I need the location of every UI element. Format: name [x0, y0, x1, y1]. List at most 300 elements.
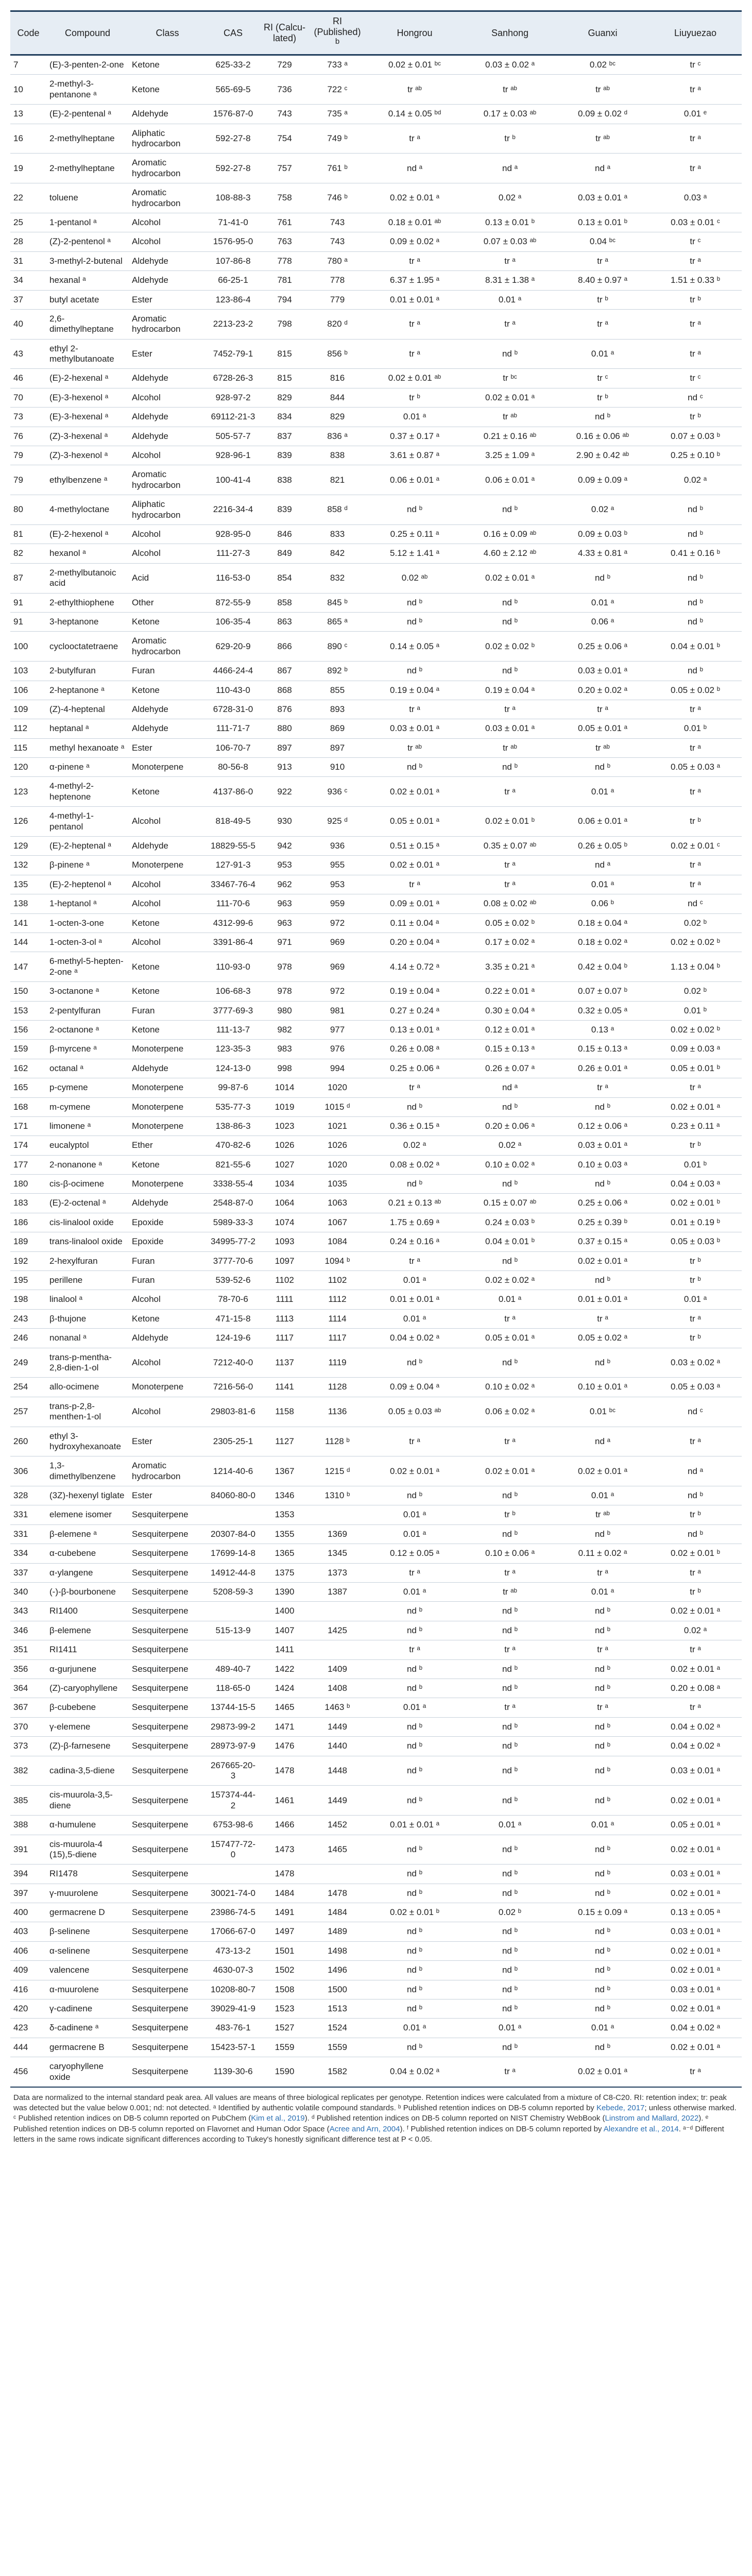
table-row [10, 408, 742, 427]
cell-ri-published: 733 ᵃ [309, 55, 366, 75]
cell-ri-published: 1425 [309, 1621, 366, 1640]
cell-code: 356 [10, 1659, 46, 1679]
footnote-text-3: ). ᵈ Published retention indices on DB-5 column reported on NIST Chemistry WebBook ( [304, 2114, 605, 2123]
table-row [10, 758, 742, 777]
table-row [10, 495, 742, 525]
cell-guanxi: nd ᵇ [556, 1097, 649, 1116]
cell-ri-published: 1035 [309, 1175, 366, 1194]
footnote-link-linstrom[interactable]: Linstrom and Mallard, 2022 [605, 2114, 699, 2123]
cell-compound: β-pinene ᵃ [46, 856, 129, 875]
cell-liuyuezao: 0.01 ᵃ [649, 1290, 742, 1309]
cell-ri-calculated: 849 [260, 544, 309, 563]
cell-compound: (E)-2-octenal ᵃ [46, 1194, 129, 1213]
cell-hongrou: nd ᵇ [366, 1922, 464, 1941]
cell-sanhong: nd ᵇ [464, 339, 556, 369]
cell-compound: germacrene D [46, 1903, 129, 1922]
table-row [10, 388, 742, 407]
cell-hongrou: 0.01 ᵃ [366, 1505, 464, 1524]
table-row [10, 1621, 742, 1640]
cell-ri-calculated: 798 [260, 309, 309, 339]
table-row [10, 1348, 742, 1378]
cell-class: Alcohol [129, 894, 206, 913]
cell-liuyuezao: tr ᵃ [649, 1563, 742, 1582]
cell-compound: (Z)-3-hexenal ᵃ [46, 427, 129, 446]
cell-hongrou: nd ᵇ [366, 1786, 464, 1816]
cell-ri-published: 1119 [309, 1348, 366, 1378]
cell-liuyuezao: tr ᵃ [649, 2057, 742, 2087]
cell-compound: 2,6-dimethylheptane [46, 309, 129, 339]
table-row [10, 632, 742, 662]
cell-cas: 515-13-9 [206, 1621, 260, 1640]
cell-guanxi: tr ᵇ [556, 388, 649, 407]
cell-code: 183 [10, 1194, 46, 1213]
cell-hongrou: 0.04 ± 0.02 ᵃ [366, 1329, 464, 1348]
cell-hongrou: 0.20 ± 0.04 ᵃ [366, 933, 464, 952]
cell-hongrou: nd ᵇ [366, 1835, 464, 1865]
cell-ri-calculated: 778 [260, 251, 309, 270]
cell-hongrou: 0.02 ± 0.01 ᵃ [366, 777, 464, 807]
cell-liuyuezao: nd ᶜ [649, 388, 742, 407]
cell-code: 367 [10, 1698, 46, 1717]
cell-guanxi: nd ᵇ [556, 408, 649, 427]
cell-hongrou: 0.09 ± 0.04 ᵃ [366, 1378, 464, 1397]
cell-compound: α-selinene [46, 1941, 129, 1960]
cell-compound: α-gurjunene [46, 1659, 129, 1679]
cell-class: Aldehyde [129, 427, 206, 446]
cell-hongrou: nd ᵇ [366, 1717, 464, 1736]
cell-ri-published: 1463 ᵇ [309, 1698, 366, 1717]
cell-class: Ketone [129, 681, 206, 700]
cell-code: 382 [10, 1756, 46, 1786]
cell-class: Monoterpene [129, 1378, 206, 1397]
cell-class: Sesquiterpene [129, 1544, 206, 1563]
cell-cas: 157374-44-2 [206, 1786, 260, 1816]
footnote-link-acree[interactable]: Acree and Arn, 2004 [329, 2124, 400, 2133]
cell-cas: 4312-99-6 [206, 913, 260, 933]
cell-compound: 2-pentylfuran [46, 1001, 129, 1020]
cell-hongrou: 0.09 ± 0.02 ᵃ [366, 232, 464, 251]
table-row [10, 1309, 742, 1328]
cell-ri-published: 743 [309, 213, 366, 232]
cell-cas: 111-13-7 [206, 1020, 260, 1039]
cell-code: 180 [10, 1175, 46, 1194]
cell-liuyuezao: 0.02 ± 0.01 ᵃ [649, 1999, 742, 2019]
footnote-text-1: Data are normalized to the internal standard peak area. All values are means of three biological replicates per genotype. Retention indices were calculated from a mixture of C8-C20. RI: retention index; tr: peak was detected but the value below 0.001; nd: not detected. ᵃ Identified by authentic volatile compound standards. ᵇ Published retention indices on DB-5 column reported by [13, 2093, 727, 2113]
cell-cas: 3338-55-4 [206, 1175, 260, 1194]
cell-guanxi: 0.20 ± 0.02 ᵃ [556, 681, 649, 700]
cell-cas: 7212-40-0 [206, 1348, 260, 1378]
cell-ri-published: 1498 [309, 1941, 366, 1960]
cell-guanxi: 4.33 ± 0.81 ᵃ [556, 544, 649, 563]
cell-liuyuezao: 0.04 ± 0.01 ᵇ [649, 632, 742, 662]
cell-code: 370 [10, 1717, 46, 1736]
cell-ri-published: 1452 [309, 1816, 366, 1835]
cell-class: Ketone [129, 913, 206, 933]
cell-compound: trans-linalool oxide [46, 1232, 129, 1251]
cell-sanhong: nd ᵇ [464, 1717, 556, 1736]
cell-code: 403 [10, 1922, 46, 1941]
cell-hongrou: 0.21 ± 0.13 ᵃᵇ [366, 1194, 464, 1213]
cell-ri-published: 856 ᵇ [309, 339, 366, 369]
cell-class: Sesquiterpene [129, 1698, 206, 1717]
cell-cas: 7452-79-1 [206, 339, 260, 369]
cell-compound: (Z)-2-pentenol ᵃ [46, 232, 129, 251]
cell-cas: 2305-25-1 [206, 1427, 260, 1456]
cell-guanxi: 0.25 ± 0.39 ᵇ [556, 1213, 649, 1232]
cell-ri-calculated: 781 [260, 271, 309, 290]
cell-sanhong: nd ᵇ [464, 1621, 556, 1640]
cell-compound: β-cubebene [46, 1698, 129, 1717]
cell-class: Monoterpene [129, 1078, 206, 1097]
cell-compound: γ-cadinene [46, 1999, 129, 2019]
cell-code: 43 [10, 339, 46, 369]
table-row [10, 933, 742, 952]
cell-guanxi: nd ᵇ [556, 758, 649, 777]
cell-ri-calculated: 1400 [260, 1602, 309, 1621]
cell-hongrou: 0.01 ᵃ [366, 1309, 464, 1328]
footnote-text-2: ; unless otherwise marked. ᶜ Published retention indices on DB-5 column reported on PubChem ( [13, 2104, 737, 2123]
table-row [10, 1922, 742, 1941]
cell-compound: ethyl 3-hydroxyhexanoate [46, 1427, 129, 1456]
cell-compound: β-elemene ᵃ [46, 1524, 129, 1544]
cell-class: Sesquiterpene [129, 1737, 206, 1756]
cell-ri-calculated: 1019 [260, 1097, 309, 1116]
cell-class: Sesquiterpene [129, 1621, 206, 1640]
cell-guanxi: tr ᶜ [556, 369, 649, 388]
table-row [10, 446, 742, 465]
cell-code: 120 [10, 758, 46, 777]
cell-code: 147 [10, 952, 46, 982]
cell-sanhong: nd ᵇ [464, 1835, 556, 1865]
cell-class: Aromatic hydrocarbon [129, 154, 206, 183]
cell-guanxi: nd ᵇ [556, 1941, 649, 1960]
cell-sanhong: 0.35 ± 0.07 ᵃᵇ [464, 837, 556, 856]
table-footnote [10, 2088, 742, 2145]
table-row [10, 700, 742, 719]
cell-cas: 118-65-0 [206, 1679, 260, 1698]
cell-guanxi: 0.15 ± 0.13 ᵃ [556, 1040, 649, 1059]
cell-ri-published: 1500 [309, 1980, 366, 1999]
cell-liuyuezao: 0.03 ᵃ [649, 183, 742, 213]
cell-sanhong: 0.13 ± 0.01 ᵇ [464, 213, 556, 232]
cell-class: Monoterpene [129, 856, 206, 875]
cell-code: 364 [10, 1679, 46, 1698]
table-row [10, 952, 742, 982]
cell-cas: 14912-44-8 [206, 1563, 260, 1582]
cell-cas: 124-19-6 [206, 1329, 260, 1348]
cell-compound: heptanal ᵃ [46, 719, 129, 738]
cell-sanhong: 0.15 ± 0.13 ᵃ [464, 1040, 556, 1059]
footnote-link-kim[interactable]: Kim et al., 2019 [251, 2114, 305, 2123]
cell-liuyuezao: 0.20 ± 0.08 ᵃ [649, 1679, 742, 1698]
cell-code: 416 [10, 1980, 46, 1999]
header-class: Class [129, 11, 206, 55]
cell-code: 243 [10, 1309, 46, 1328]
cell-liuyuezao: 0.02 ± 0.01 ᵃ [649, 1786, 742, 1816]
cell-liuyuezao: 0.02 ᵇ [649, 913, 742, 933]
cell-class: Aldehyde [129, 105, 206, 124]
cell-liuyuezao: 0.05 ± 0.01 ᵃ [649, 1816, 742, 1835]
cell-cas: 34995-77-2 [206, 1232, 260, 1251]
cell-class: Sesquiterpene [129, 1583, 206, 1602]
cell-code: 165 [10, 1078, 46, 1097]
cell-liuyuezao: 0.05 ± 0.03 ᵃ [649, 758, 742, 777]
cell-hongrou: 0.01 ᵃ [366, 1583, 464, 1602]
cell-ri-published: 1465 [309, 1835, 366, 1865]
cell-ri-published: 832 [309, 563, 366, 593]
cell-ri-calculated: 1117 [260, 1329, 309, 1348]
table-row [10, 1136, 742, 1155]
cell-compound: (Z)-3-hexenol ᵃ [46, 446, 129, 465]
table-row [10, 1717, 742, 1736]
cell-ri-published: 779 [309, 290, 366, 309]
cell-hongrou: tr ᵃ [366, 339, 464, 369]
cell-hongrou: 0.05 ± 0.03 ᵃᵇ [366, 1397, 464, 1427]
cell-ri-published: 761 ᵇ [309, 154, 366, 183]
cell-code: 80 [10, 495, 46, 525]
cell-hongrou: 0.01 ᵃ [366, 1271, 464, 1290]
cell-class: Sesquiterpene [129, 1786, 206, 1816]
table-row [10, 1486, 742, 1505]
cell-liuyuezao: tr ᵃ [649, 1078, 742, 1097]
cell-hongrou: 0.02 ± 0.01 ᵃ [366, 1456, 464, 1486]
cell-cas: 1214-40-6 [206, 1456, 260, 1486]
cell-ri-published: 972 [309, 913, 366, 933]
cell-guanxi: nd ᵇ [556, 1602, 649, 1621]
cell-ri-published: 1128 ᵇ [309, 1427, 366, 1456]
table-row [10, 1078, 742, 1097]
cell-liuyuezao: 0.02 ± 0.01 ᵃ [649, 1602, 742, 1621]
table-row [10, 1329, 742, 1348]
cell-sanhong: tr ᵇ [464, 1505, 556, 1524]
cell-hongrou: nd ᵇ [366, 1756, 464, 1786]
cell-liuyuezao: tr ᵃ [649, 1640, 742, 1659]
cell-ri-published: 1015 ᵈ [309, 1097, 366, 1116]
cell-sanhong: 0.05 ± 0.01 ᵃ [464, 1329, 556, 1348]
cell-guanxi: tr ᵃ [556, 1078, 649, 1097]
cell-code: 388 [10, 1816, 46, 1835]
cell-guanxi: tr ᵃ [556, 309, 649, 339]
cell-hongrou: 0.14 ± 0.05 ᵃ [366, 632, 464, 662]
cell-class: Aromatic hydrocarbon [129, 1456, 206, 1486]
cell-cas: 106-35-4 [206, 612, 260, 631]
cell-liuyuezao: tr ᵃ [649, 856, 742, 875]
cell-cas: 535-77-3 [206, 1097, 260, 1116]
cell-sanhong: 0.02 ± 0.01 ᵃ [464, 1456, 556, 1486]
cell-sanhong: nd ᵇ [464, 1602, 556, 1621]
cell-liuyuezao: tr ᵇ [649, 408, 742, 427]
cell-cas: 106-70-7 [206, 738, 260, 757]
cell-guanxi: tr ᵃᵇ [556, 738, 649, 757]
header-sanhong: Sanhong [464, 11, 556, 55]
cell-compound: trans-p-2,8-menthen-1-ol [46, 1397, 129, 1427]
table-row [10, 251, 742, 270]
cell-compound: 4-methyl-1-pentanol [46, 807, 129, 837]
cell-compound: (Z)-caryophyllene [46, 1679, 129, 1698]
cell-ri-published: 749 ᵇ [309, 124, 366, 154]
cell-liuyuezao: 0.13 ± 0.05 ᵃ [649, 1903, 742, 1922]
cell-hongrou: 0.11 ± 0.04 ᵃ [366, 913, 464, 933]
cell-liuyuezao: 0.23 ± 0.11 ᵃ [649, 1116, 742, 1136]
cell-code: 177 [10, 1155, 46, 1174]
table-row [10, 1059, 742, 1078]
cell-ri-calculated: 1027 [260, 1155, 309, 1174]
cell-hongrou: nd ᵇ [366, 1737, 464, 1756]
cell-hongrou: nd ᵇ [366, 593, 464, 612]
cell-class: Sesquiterpene [129, 1941, 206, 1960]
cell-code: 73 [10, 408, 46, 427]
table-row [10, 856, 742, 875]
cell-class: Aldehyde [129, 271, 206, 290]
cell-hongrou: 0.27 ± 0.24 ᵃ [366, 1001, 464, 1020]
cell-code: 334 [10, 1544, 46, 1563]
cell-hongrou: 0.19 ± 0.04 ᵃ [366, 681, 464, 700]
cell-code: 82 [10, 544, 46, 563]
table-row [10, 232, 742, 251]
cell-ri-published: 829 [309, 408, 366, 427]
cell-sanhong: nd ᵇ [464, 1679, 556, 1698]
table-row [10, 1903, 742, 1922]
cell-ri-calculated: 978 [260, 952, 309, 982]
header-cas: CAS [206, 11, 260, 55]
cell-liuyuezao: tr ᵃ [649, 251, 742, 270]
cell-liuyuezao: 0.03 ± 0.01 ᵃ [649, 1865, 742, 1884]
cell-code: 70 [10, 388, 46, 407]
cell-liuyuezao: 0.01 ± 0.19 ᵇ [649, 1213, 742, 1232]
cell-compound: hexanol ᵃ [46, 544, 129, 563]
cell-ri-published: 838 [309, 446, 366, 465]
cell-ri-calculated: 794 [260, 290, 309, 309]
table-row [10, 544, 742, 563]
cell-cas: 100-41-4 [206, 465, 260, 495]
cell-class: Ether [129, 1136, 206, 1155]
cell-ri-calculated: 839 [260, 495, 309, 525]
cell-hongrou: 0.25 ± 0.06 ᵃ [366, 1059, 464, 1078]
cell-ri-calculated: 1127 [260, 1427, 309, 1456]
table-row [10, 2038, 742, 2057]
cell-code: 100 [10, 632, 46, 662]
cell-code: 34 [10, 271, 46, 290]
cell-code: 7 [10, 55, 46, 75]
cell-ri-calculated: 913 [260, 758, 309, 777]
cell-compound: ethylbenzene ᵃ [46, 465, 129, 495]
cell-class: Monoterpene [129, 1097, 206, 1116]
table-row [10, 1941, 742, 1960]
cell-cas: 28973-97-9 [206, 1737, 260, 1756]
cell-guanxi: nd ᵇ [556, 1524, 649, 1544]
cell-sanhong: nd ᵇ [464, 1486, 556, 1505]
footnote-link-alexandre[interactable]: Alexandre et al., 2014 [603, 2124, 679, 2133]
cell-ri-calculated: 829 [260, 388, 309, 407]
cell-sanhong: tr ᵃᵇ [464, 75, 556, 105]
cell-code: 22 [10, 183, 46, 213]
cell-code: 198 [10, 1290, 46, 1309]
cell-ri-published: 1408 [309, 1679, 366, 1698]
cell-sanhong: nd ᵇ [464, 2038, 556, 2057]
cell-compound: 2-heptanone ᵃ [46, 681, 129, 700]
cell-liuyuezao: tr ᶜ [649, 232, 742, 251]
cell-liuyuezao: 0.02 ± 0.01 ᵇ [649, 1544, 742, 1563]
cell-ri-calculated: 876 [260, 700, 309, 719]
cell-ri-published: 836 ᵃ [309, 427, 366, 446]
cell-cas: 592-27-8 [206, 154, 260, 183]
cell-hongrou: nd ᵇ [366, 1961, 464, 1980]
cell-liuyuezao: tr ᵇ [649, 1271, 742, 1290]
cell-compound: (E)-2-hexenol ᵃ [46, 525, 129, 544]
cell-hongrou: nd ᵇ [366, 495, 464, 525]
cell-ri-published: 743 [309, 232, 366, 251]
cell-code: 79 [10, 465, 46, 495]
cell-ri-published: 1582 [309, 2057, 366, 2087]
cell-ri-published: 1084 [309, 1232, 366, 1251]
cell-hongrou: 0.09 ± 0.01 ᵃ [366, 894, 464, 913]
cell-hongrou: 0.51 ± 0.15 ᵃ [366, 837, 464, 856]
cell-hongrou: tr ᵃ [366, 124, 464, 154]
cell-ri-published: 1063 [309, 1194, 366, 1213]
cell-code: 260 [10, 1427, 46, 1456]
cell-cas: 928-97-2 [206, 388, 260, 407]
cell-class: Ketone [129, 55, 206, 75]
cell-hongrou: nd ᵇ [366, 1980, 464, 1999]
cell-compound: (Z)-β-farnesene [46, 1737, 129, 1756]
cell-sanhong: tr ᵃ [464, 1640, 556, 1659]
cell-ri-calculated: 1461 [260, 1786, 309, 1816]
cell-sanhong: tr ᵇ [464, 124, 556, 154]
cell-class: Ketone [129, 1309, 206, 1328]
cell-sanhong: nd ᵇ [464, 662, 556, 681]
cell-cas: 111-27-3 [206, 544, 260, 563]
cell-code: 400 [10, 1903, 46, 1922]
cell-guanxi: nd ᵇ [556, 563, 649, 593]
cell-liuyuezao: 0.41 ± 0.16 ᵇ [649, 544, 742, 563]
cell-ri-calculated: 1465 [260, 1698, 309, 1717]
cell-liuyuezao: nd ᵃ [649, 1456, 742, 1486]
cell-sanhong: 0.26 ± 0.07 ᵃ [464, 1059, 556, 1078]
cell-ri-published: 833 [309, 525, 366, 544]
cell-liuyuezao: 0.03 ± 0.01 ᵃ [649, 1922, 742, 1941]
header-liuyuezao: Liuyuezao [649, 11, 742, 55]
table-row [10, 1640, 742, 1659]
cell-cas: 470-82-6 [206, 1136, 260, 1155]
footnote-link-kebede[interactable]: Kebede, 2017 [596, 2104, 645, 2113]
cell-code: 13 [10, 105, 46, 124]
cell-class: Alcohol [129, 875, 206, 894]
cell-class: Aldehyde [129, 1194, 206, 1213]
cell-ri-calculated: 1484 [260, 1884, 309, 1903]
cell-class: Aldehyde [129, 837, 206, 856]
cell-compound: RI1478 [46, 1865, 129, 1884]
cell-class: Sesquiterpene [129, 1903, 206, 1922]
table-row [10, 1659, 742, 1679]
cell-ri-calculated: 761 [260, 213, 309, 232]
cell-hongrou: 0.18 ± 0.01 ᵃᵇ [366, 213, 464, 232]
cell-code: 76 [10, 427, 46, 446]
cell-hongrou: 0.03 ± 0.01 ᵃ [366, 719, 464, 738]
cell-hongrou: nd ᵇ [366, 662, 464, 681]
cell-hongrou: 0.01 ± 0.01 ᵃ [366, 1290, 464, 1309]
table-row [10, 1175, 742, 1194]
cell-liuyuezao: nd ᵇ [649, 563, 742, 593]
cell-ri-published: 844 [309, 388, 366, 407]
cell-guanxi: nd ᵇ [556, 1348, 649, 1378]
cell-compound: 3-heptanone [46, 612, 129, 631]
table-row [10, 290, 742, 309]
cell-class: Sesquiterpene [129, 1505, 206, 1524]
cell-liuyuezao: tr ᵃ [649, 1309, 742, 1328]
cell-compound: 4-methyl-2-heptenone [46, 777, 129, 807]
table-row [10, 1786, 742, 1816]
cell-sanhong: tr ᵃ [464, 1427, 556, 1456]
